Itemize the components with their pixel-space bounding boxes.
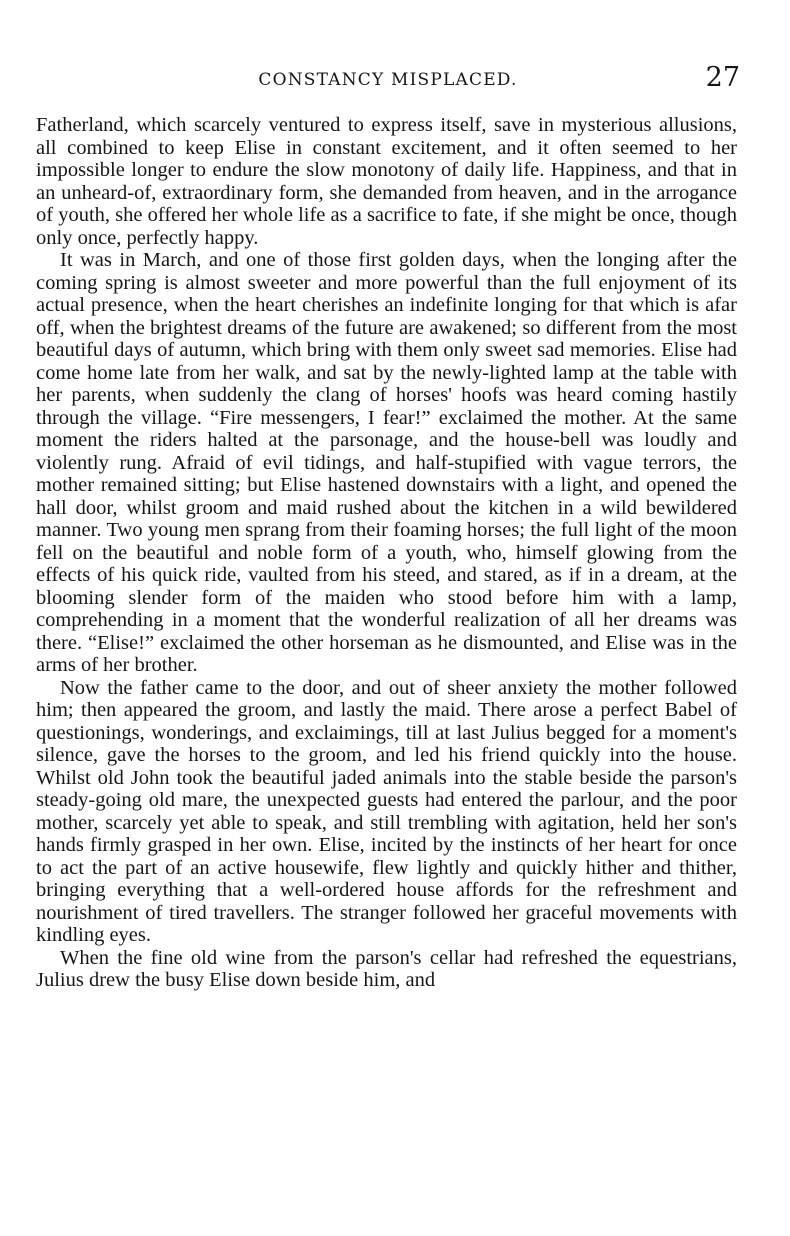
paragraph-wine: When the fine old wine from the parson's cellar had refreshed the equestrians, Julius drew the busy Elise down beside him, and bbox=[36, 946, 737, 991]
paragraph-continued: Fatherland, which scarcely ventured to express itself, save in mysterious allusions, all combined to keep Elise in constant excitement, and it often seemed to her impossible longer to endure the slow monotony of daily life. Happiness, and that in an unheard-of, extraordinary form, she demanded from heaven, and in the arrogance of youth, she offered her whole life as a sacrifice to fate, if she might be once, though only once, perfectly happy. bbox=[36, 114, 737, 249]
paragraph-arrival: It was in March, and one of those first golden days, when the longing after the coming spring is almost sweeter and more powerful than the full enjoyment of its actual presence, when the heart cherishes an indefinite longing for that which is afar off, when the brightest dreams of the future are awakened; so different from the most beautiful days of autumn, which bring with them only sweet sad memories. Elise had come home late from her walk, and sat by the newly-lighted lamp at the table with her parents, when suddenly the clang of horses' hoofs was heard coming hastily through the village. “Fire messengers, I fear!” exclaimed the mother. At the same moment the riders halted at the parsonage, and the house-bell was loudly and violently rung. Afraid of evil tidings, and half-stupified with vague terrors, the mother remained sitting; but Elise hastened downstairs with a light, and opened the hall door, whilst groom and maid rushed about the kitchen in a wild bewildered manner. Two young men sprang from their foaming horses; the full light of the moon fell on the beautiful and noble form of a youth, who, himself glowing from the effects of his quick ride, vaulted from his steed, and stared, as if in a dream, at the blooming slender form of the maiden who stood before him with a lamp, comprehending in a moment that the wonderful realization of all her dreams was there. “Elise!” exclaimed the other horseman as he dismounted, and Elise was in the arms of her brother. bbox=[36, 249, 737, 676]
chapter-title: CONSTANCY MISPLACED. bbox=[258, 70, 518, 90]
page-number: 27 bbox=[705, 62, 740, 93]
paragraph-reunion: Now the father came to the door, and out of sheer anxiety the mother followed him; then appeared the groom, and lastly the maid. There arose a perfect Babel of questionings, wonderings, and exclaimings, till at last Julius begged for a moment's silence, gave the horses to the groom, and led his friend quickly into the house. Whilst old John took the beautiful jaded animals into the stable beside the parson's steady-going old mare, the unexpected guests had entered the parlour, and the poor mother, scarcely yet able to speak, and still trembling with agitation, held her son's hands firmly grasped in her own. Elise, incited by the instincts of her heart for once to act the part of an active housewife, flew lightly and quickly hither and thither, bringing everything that a well-ordered house affords for the refreshment and nourishment of tired travellers. The stranger followed her graceful movements with kindling eyes. bbox=[36, 676, 737, 946]
body-text bbox=[36, 114, 737, 992]
running-header bbox=[36, 64, 740, 100]
